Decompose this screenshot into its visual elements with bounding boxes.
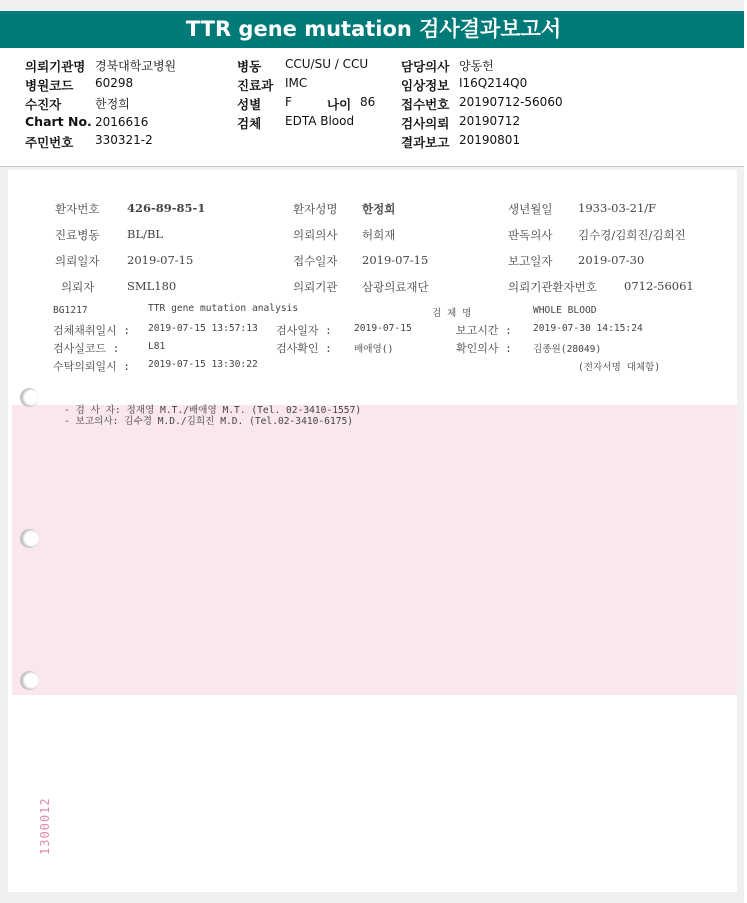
label-department: 진료과 <box>237 78 274 93</box>
label-specimen: 검체 <box>237 116 262 131</box>
test-name: TTR gene mutation analysis <box>148 303 299 314</box>
value-requester: SML180 <box>127 279 177 293</box>
reporttime-label: 보고시간 : <box>456 324 512 337</box>
lab-code-label: 검사실코드 : <box>53 342 120 355</box>
consign-label: 수탁의뢰일시 : <box>53 360 131 373</box>
label-patient-name: 환자성명 <box>293 202 338 216</box>
label-receipt-no: 접수번호 <box>401 97 450 112</box>
label-institution: 의뢰기관명 <box>25 59 86 74</box>
value-patient: 한정희 <box>95 97 130 111</box>
value-test-request: 20190712 <box>459 114 521 128</box>
punch-hole-icon <box>20 388 39 407</box>
label-patient: 수진자 <box>25 97 62 112</box>
value-request-date: 2019-07-15 <box>127 253 194 267</box>
test-code: BG1217 <box>53 305 88 316</box>
label-request-date: 의뢰일자 <box>55 254 100 268</box>
tester-line: - 검 사 자: 정재영 M.T./배애영 M.T. (Tel. 02-3410-1557) <box>64 405 362 416</box>
value-patient-name: 한정희 <box>362 202 396 216</box>
header-info <box>0 48 747 167</box>
confirm-label: 검사확인 : <box>276 342 332 355</box>
consign-value: 2019-07-15 13:30:22 <box>148 359 258 370</box>
value-receipt-date: 2019-07-15 <box>362 253 429 267</box>
reporter-line: - 보고의사: 김수경 M.D./김희진 M.D. (Tel.02-3410-6175) <box>64 416 354 427</box>
value-ward: CCU/SU / CCU <box>285 57 369 71</box>
doctor-value: 김종원(28049) <box>533 344 602 355</box>
value-specimen: EDTA Blood <box>285 114 355 128</box>
punch-hole-icon <box>20 671 39 690</box>
value-receipt-no: 20190712-56060 <box>459 95 563 109</box>
specimen-value: WHOLE BLOOD <box>533 305 597 316</box>
label-ordering-doctor: 의뢰의사 <box>293 228 338 242</box>
value-report-date: 2019-07-30 <box>578 253 645 267</box>
value-reading-doctor: 김수경/김희진/김희진 <box>578 228 686 242</box>
label-result-report: 결과보고 <box>401 135 450 150</box>
label-receipt-date: 접수일자 <box>293 254 338 268</box>
label-org-patient-no: 의뢰기관환자번호 <box>508 280 597 294</box>
value-attending: 양동헌 <box>459 59 494 73</box>
value-patient-no: 426-89-85-1 <box>127 201 206 215</box>
value-department: IMC <box>285 76 308 90</box>
report-title: TTR gene mutation 검사결과보고서 <box>0 11 747 48</box>
value-org-patient-no: 0712-56061 <box>624 279 694 293</box>
value-age: 86 <box>360 95 376 109</box>
confirm-value: 배애영() <box>354 344 394 355</box>
side-number: 1300012 <box>38 797 52 855</box>
value-result-report: 20190801 <box>459 133 521 147</box>
label-sex: 성별 <box>237 97 262 112</box>
value-ordering-doctor: 허희재 <box>362 228 396 242</box>
label-ward: 병동 <box>237 59 262 74</box>
label-age: 나이 <box>327 97 352 112</box>
result-area <box>12 405 737 695</box>
collect-label: 검체채취일시 : <box>53 324 131 337</box>
label-patient-no: 환자번호 <box>55 202 100 216</box>
label-resident-no: 주민번호 <box>25 135 74 150</box>
testdate-value: 2019-07-15 <box>354 323 412 334</box>
label-clinical-info: 임상정보 <box>401 78 450 93</box>
value-sex: F <box>285 95 292 109</box>
value-clinic-ward: BL/BL <box>127 227 164 241</box>
value-resident-no: 330321-2 <box>95 133 153 147</box>
value-chart-no: 2016616 <box>95 115 149 129</box>
label-requesting-org: 의뢰기관 <box>293 280 338 294</box>
value-birthdate: 1933-03-21/F <box>578 201 657 215</box>
label-requester: 의뢰자 <box>61 280 95 294</box>
lab-code-value: L81 <box>148 341 166 352</box>
value-institution: 경북대학교병원 <box>95 59 177 73</box>
label-hospital-code: 병원코드 <box>25 78 74 93</box>
label-attending: 담당의사 <box>401 59 450 74</box>
reporttime-value: 2019-07-30 14:15:24 <box>533 323 643 334</box>
collect-value: 2019-07-15 13:57:13 <box>148 323 258 334</box>
label-clinic-ward: 진료병동 <box>55 228 100 242</box>
label-birthdate: 생년월일 <box>508 202 553 216</box>
label-reading-doctor: 판독의사 <box>508 228 553 242</box>
label-report-date: 보고일자 <box>508 254 553 268</box>
doctor-label: 확인의사 : <box>456 342 512 355</box>
esign-note: (전자서명 대체함) <box>578 362 661 373</box>
punch-hole-icon <box>20 529 39 548</box>
label-chart-no: Chart No. <box>25 114 92 129</box>
specimen-label: 검 체 명 <box>432 308 472 319</box>
label-test-request: 검사의뢰 <box>401 116 450 131</box>
testdate-label: 검사일자 : <box>276 324 332 337</box>
value-requesting-org: 삼광의료재단 <box>362 280 429 294</box>
value-hospital-code: 60298 <box>95 76 134 90</box>
value-clinical-info: I16Q214Q0 <box>459 76 528 90</box>
